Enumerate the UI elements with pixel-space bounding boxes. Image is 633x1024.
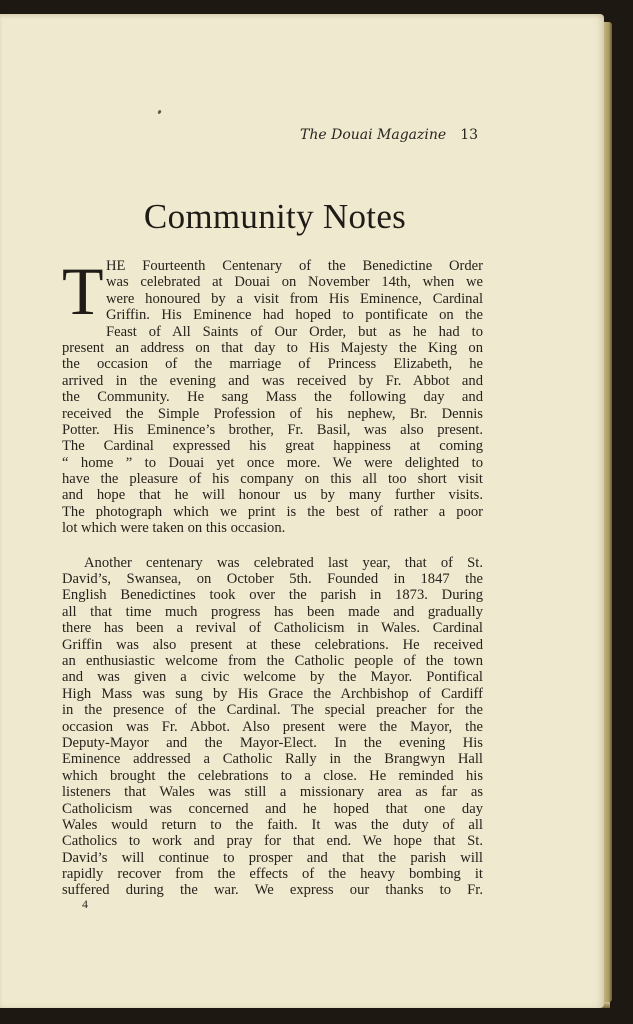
- text-line: there has been a revival of Catholicism in Wales. Cardinal: [62, 620, 483, 637]
- paper-speck: [157, 110, 162, 115]
- paragraph-2: [62, 555, 483, 899]
- text-line: were honoured by a visit from His Eminence, Cardinal: [106, 290, 483, 307]
- text-line: David’s will continue to prosper and that the parish will: [62, 849, 483, 866]
- paragraph-gap: [62, 537, 483, 555]
- text-line: Feast of All Saints of Our Order, but as he had to: [106, 323, 483, 340]
- text-line: an enthusiastic welcome from the Catholic people of the town: [62, 652, 483, 669]
- text-line: and was given a civic welcome by the Mayor. Pontifical: [62, 669, 483, 686]
- text-line: Griffin. His Eminence had hoped to pontificate on the: [106, 307, 483, 324]
- text-line: Griffin was also present at these celebrations. He received: [62, 636, 483, 653]
- text-line: Catholics to work and pray for that end. We hope that St.: [62, 833, 483, 850]
- page-number: 13: [460, 127, 479, 143]
- signature-mark: 4: [82, 897, 88, 911]
- text-line: was celebrated at Douai on November 14th, when we: [106, 274, 483, 291]
- text-line: Deputy-Mayor and the Mayor-Elect. In the evening His: [62, 734, 483, 751]
- text-line: the Community. He sang Mass the following day and: [62, 389, 483, 406]
- text-line: “ home ” to Douai yet once more. We were delighted to: [62, 454, 483, 471]
- text-line: The Cardinal expressed his great happiness at coming: [62, 438, 483, 455]
- text-line: Another centenary was celebrated last year, that of St.: [84, 554, 483, 571]
- text-line: in the presence of the Cardinal. The special preacher for the: [62, 702, 483, 719]
- text-line: The photograph which we print is the best of rather a poor: [62, 503, 483, 520]
- text-line: rapidly recover from the effects of the heavy bombing it: [62, 866, 483, 883]
- text-line: and hope that he will honour us by many further visits.: [62, 487, 483, 504]
- text-line: Catholicism was concerned and he hoped that one day: [62, 800, 483, 817]
- text-line: HE Fourteenth Centenary of the Benedictine Order: [106, 258, 483, 274]
- text-line: High Mass was sung by His Grace the Archbishop of Cardiff: [62, 685, 483, 702]
- text-line: Potter. His Eminence’s brother, Fr. Basil, was also present.: [62, 421, 483, 438]
- text-line: arrived in the evening and was received by Fr. Abbot and: [62, 372, 483, 389]
- text-line: Eminence addressed a Catholic Rally in the Brangwyn Hall: [62, 751, 483, 768]
- text-line: which brought the celebrations to a close. He reminded his: [62, 767, 483, 784]
- text-line: present an address on that day to His Majesty the King on: [62, 339, 483, 356]
- drop-cap: T: [62, 253, 104, 329]
- text-line: have the pleasure of his company on this all too short visit: [62, 471, 483, 488]
- text-line: all that time much progress has been made and gradually: [62, 603, 483, 620]
- text-line: listeners that Wales was still a missionary area as far as: [62, 784, 483, 801]
- text-line: occasion was Fr. Abbot. Also present were the Mayor, the: [62, 718, 483, 735]
- text-line: received the Simple Profession of his nephew, Br. Dennis: [62, 405, 483, 422]
- magazine-name: The Douai Magazine: [300, 127, 447, 143]
- text-line: David’s, Swansea, on October 5th. Founded in 1847 the: [62, 571, 483, 588]
- running-header: [300, 127, 490, 143]
- text-line: lot which were taken on this occasion.: [62, 520, 286, 537]
- paragraph-1-indented: [62, 253, 483, 340]
- page-title: Community Notes: [143, 197, 407, 236]
- text-line: suffered during the war. We express our thanks to Fr.: [62, 882, 483, 899]
- text-line: Wales would return to the faith. It was the duty of all: [62, 816, 483, 833]
- paragraph-1: [62, 340, 483, 537]
- article-body: [62, 253, 483, 899]
- text-line: English Benedictines took over the parish in 1873. During: [62, 587, 483, 604]
- text-line: the occasion of the marriage of Princess Elizabeth, he: [62, 356, 483, 373]
